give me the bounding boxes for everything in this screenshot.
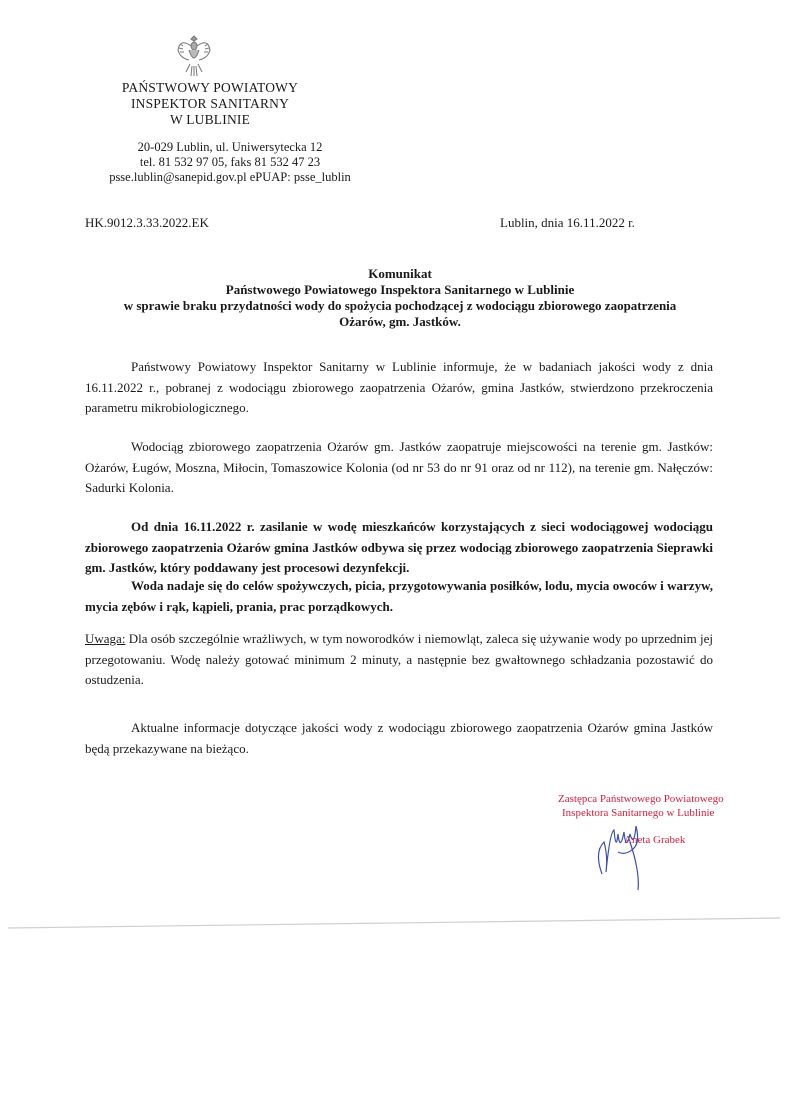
stamp-line-2: Inspektora Sanitarnego w Lublinie <box>562 807 715 819</box>
address-phone: tel. 81 532 97 05, faks 81 532 47 23 <box>139 155 321 169</box>
eagle-emblem-icon <box>174 32 214 82</box>
address-email: psse.lublin@sanepid.gov.pl ePUAP: psse_lublin <box>109 170 351 184</box>
issuer-line-2: INSPEKTOR SANITARNY <box>130 96 290 111</box>
reference-number: HK.9012.3.33.2022.EK <box>85 215 209 230</box>
stamp-line-1: Zastępca Państwowego Powiatowego <box>558 793 724 805</box>
paragraph-coverage <box>85 437 713 499</box>
paragraph-supply-change-text: Od dnia 16.11.2022 r. zasilanie w wodę mieszkańców korzystających z sieci wodociągowej wodociągu zbiorowego zaopatrzenia Ożarów gmina Jastków odbywa się przez wodociąg zbiorowego zaopatrzenia Sieprawki gm. Jastków, który poddawany jest procesowi dezynfekcji. <box>85 519 713 575</box>
title-line-2: Państwowego Powiatowego Inspektora Sanitarnego w Lublinie <box>225 282 575 297</box>
stamp-signatory: Aneta Grabek <box>624 834 686 846</box>
issuer-name <box>110 80 310 128</box>
paragraph-supply-change <box>85 517 713 579</box>
address-street: 20-029 Lublin, ul. Uniwersytecka 12 <box>137 140 323 154</box>
issuer-line-3: W LUBLINIE <box>169 112 251 127</box>
warning-label: Uwaga: <box>85 631 126 646</box>
place-date: Lublin, dnia 16.11.2022 r. <box>500 215 635 230</box>
paragraph-warning-text: Dla osób szczególnie wrażliwych, w tym noworodków i niemowląt, zaleca się używanie wody po uprzednim jej przegotowaniu. Wodę należy gotować minimum 2 minuty, a następnie bez gwałtownego schładzania pozostawić do ostudzenia. <box>85 631 713 687</box>
paragraph-findings-text: Państwowy Powiatowy Inspektor Sanitarny w Lublinie informuje, że w badaniach jakości wody z dnia 16.11.2022 r., pobranej z wodociągu zbiorowego zaopatrzenia Ożarów, gmina Jastków, stwierdzono przekroczenia parametru mikrobiologicznego. <box>85 359 713 415</box>
title-line-1: Komunikat <box>368 266 432 281</box>
title-line-4: Ożarów, gm. Jastków. <box>339 314 461 329</box>
paragraph-usage <box>85 576 713 617</box>
handwritten-signature <box>590 812 670 892</box>
paragraph-updates <box>85 718 713 759</box>
page-divider <box>8 915 780 931</box>
paragraph-updates-text: Aktualne informacje dotyczące jakości wody z wodociągu zbiorowego zaopatrzenia Ożarów gmina Jastków będą przekazywane na bieżąco. <box>85 720 713 756</box>
issuer-address <box>80 140 380 185</box>
announcement-title <box>80 266 720 330</box>
title-line-3: w sprawie braku przydatności wody do spożycia pochodzącej z wodociągu zbiorowego zaopatrzenia <box>123 298 677 313</box>
paragraph-coverage-text: Wodociąg zbiorowego zaopatrzenia Ożarów gm. Jastków zaopatruje miejscowości na terenie gm. Jastków: Ożarów, Ługów, Moszna, Miłocin, Tomaszowice Kolonia (od nr 53 do nr 91 oraz od nr 112), na terenie gm. Nałęczów: Sadurki Kolonia. <box>85 439 713 495</box>
issuer-line-1: PAŃSTWOWY POWIATOWY <box>121 80 299 95</box>
paragraph-findings <box>85 357 713 419</box>
paragraph-warning <box>85 629 713 691</box>
paragraph-usage-text: Woda nadaje się do celów spożywczych, picia, przygotowywania posiłków, lodu, mycia owoców i warzyw, mycia zębów i rąk, kąpieli, prania, prac porządkowych. <box>85 578 713 614</box>
